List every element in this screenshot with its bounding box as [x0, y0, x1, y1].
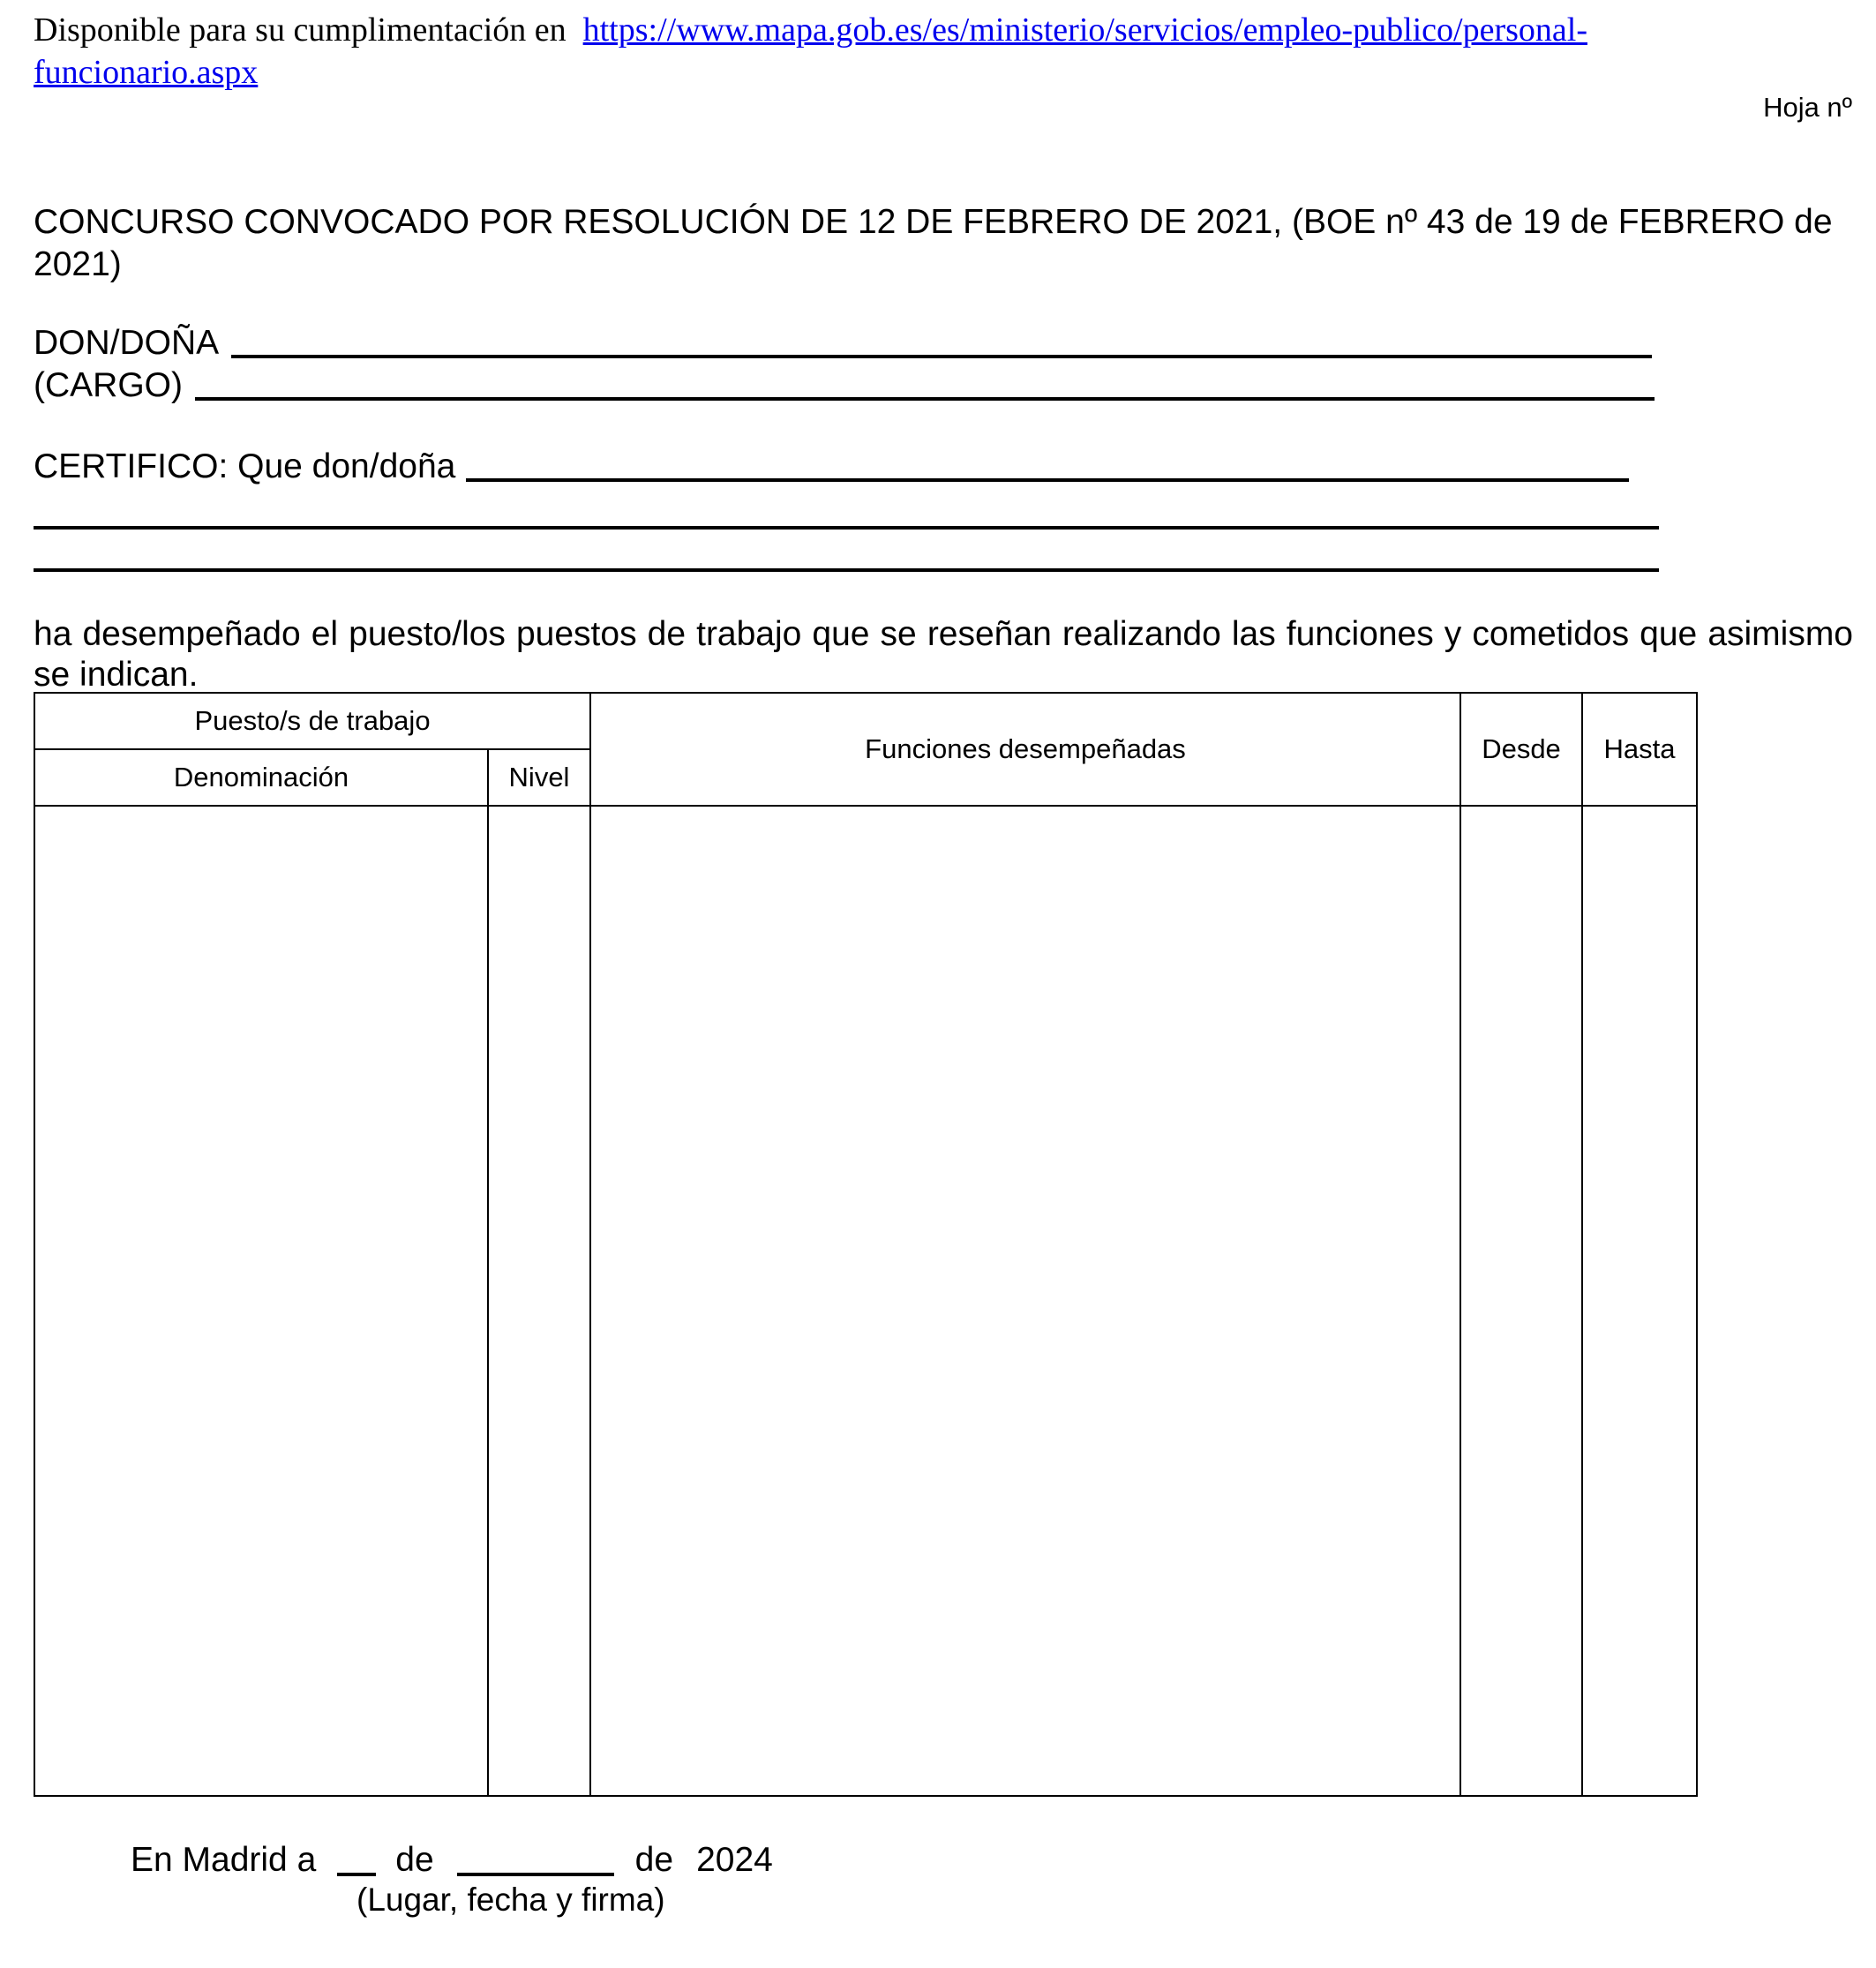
- day-field[interactable]: [337, 1873, 376, 1876]
- de-label-1: de: [395, 1841, 434, 1879]
- cell-funciones[interactable]: [591, 807, 1460, 1795]
- cell-hasta[interactable]: [1583, 807, 1696, 1795]
- cargo-row: [34, 365, 1655, 406]
- header-nivel: Nivel: [508, 762, 570, 792]
- cargo-label: (CARGO): [34, 366, 183, 404]
- month-field[interactable]: [457, 1873, 614, 1876]
- cell-nivel[interactable]: [489, 807, 589, 1795]
- certifico-continuation-field-1[interactable]: [34, 526, 1659, 530]
- cell-desde[interactable]: [1461, 807, 1581, 1795]
- certifico-label: CERTIFICO: Que don/doña: [34, 447, 456, 485]
- availability-note: [34, 9, 1763, 94]
- cargo-field[interactable]: [195, 397, 1655, 401]
- place-date-row: [131, 1841, 773, 1880]
- signature-caption: (Lugar, fecha y firma): [356, 1882, 665, 1918]
- don-dona-label: DON/DOÑA: [34, 324, 220, 362]
- cell-denominacion[interactable]: [35, 807, 487, 1795]
- certifico-continuation-field-2[interactable]: [34, 568, 1659, 572]
- header-hasta: Hasta: [1603, 733, 1676, 764]
- don-dona-row: [34, 323, 1652, 364]
- header-desde: Desde: [1482, 733, 1561, 764]
- form-link-line2: funcionario.aspx: [34, 54, 259, 91]
- sheet-number-label: Hoja nº: [1763, 92, 1852, 123]
- header-puestos-de-trabajo: Puesto/s de trabajo: [194, 705, 431, 736]
- availability-text: Disponible para su cumplimentación en: [34, 11, 567, 49]
- place-text: En Madrid a: [131, 1841, 317, 1879]
- don-dona-field[interactable]: [231, 355, 1652, 358]
- certifico-name-field[interactable]: [466, 478, 1629, 482]
- intro-paragraph: ha desempeñado el puesto/los puestos de trabajo que se reseñan realizando las funciones y cometidos que asimismo se indican.: [34, 615, 1853, 694]
- year-text: 2024: [696, 1841, 773, 1879]
- de-label-2: de: [634, 1841, 674, 1879]
- functions-table: [34, 692, 1698, 1797]
- certifico-row: [34, 447, 1629, 487]
- contest-title: CONCURSO CONVOCADO POR RESOLUCIÓN DE 12 DE FEBRERO DE 2021, (BOE nº 43 de 19 de FEBRERO de 2021): [34, 203, 1833, 283]
- form-link-line1: https://www.mapa.gob.es/es/ministerio/servicios/empleo-publico/personal-: [582, 11, 1587, 49]
- header-denominacion: Denominación: [173, 762, 349, 792]
- header-funciones: Funciones desempeñadas: [865, 733, 1186, 764]
